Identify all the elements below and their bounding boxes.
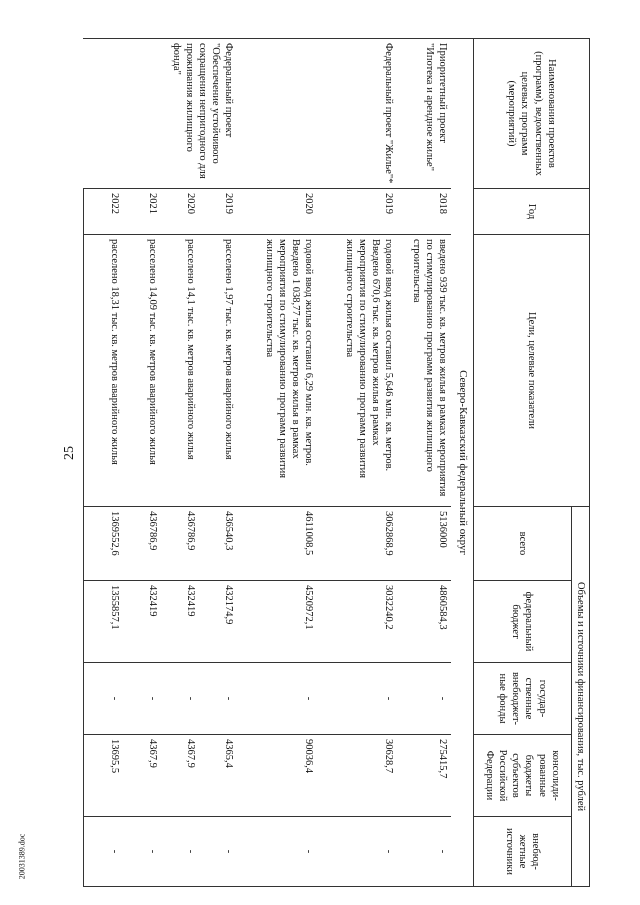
value-extra: - [317,817,397,887]
value-extra: - [123,817,161,887]
value-federal: 4860584,3 [397,581,451,663]
header-total: всего [473,507,571,581]
row-year: 2020 [237,189,317,235]
row-year: 2019 [317,189,397,235]
row-goal: расселено 1,97 тыс. кв. метров аварийного жилья [199,235,237,507]
project-name: Федеральный проект "Жилье"* [317,39,397,189]
value-state-funds: - [199,663,237,735]
value-state-funds: - [397,663,451,735]
value-regional: 30628,7 [317,735,397,817]
footer-filename: 20031389.doc [17,833,27,880]
value-state-funds: - [83,663,123,735]
row-year: 2019 [199,189,237,235]
table-row [397,39,451,887]
table-row [199,39,237,887]
value-regional: 4365,4 [199,735,237,817]
value-total: 436786,9 [123,507,161,581]
header-regional: консолиди-рованные бюджеты субъектов Российской Федерации [473,735,571,817]
section-title: Северо-Кавказский федеральный округ [451,39,473,887]
row-year: 2022 [83,189,123,235]
value-federal: 4520972,1 [237,581,317,663]
value-regional: 4367,9 [161,735,199,817]
row-goal: введено 939 тыс. кв. метров жилья в рамках мероприятия по стимулированию программ развития жилищного строительства [397,235,451,507]
header-federal: федеральный бюджет [473,581,571,663]
header-extra: внебюд-жетные источники [473,817,571,887]
value-federal: 432419 [123,581,161,663]
row-goal: расселено 18,31 тыс. кв. метров аварийного жилья [83,235,123,507]
header-goals: Цели, целевые показатели [473,235,589,507]
row-goal: годовой ввод жилья составил 5,646 млн. кв. метров. Введено 670,6 тыс. кв. метров жилья в рамках мероприятия по стимулированию программ развития жилищного строительства [317,235,397,507]
value-regional: 13695,5 [83,735,123,817]
value-state-funds: - [237,663,317,735]
value-state-funds: - [123,663,161,735]
value-federal: 3032240,2 [317,581,397,663]
value-extra: - [199,817,237,887]
table-row [317,39,397,887]
header-state-funds: государ-ственные внебюджет-ные фонды [473,663,571,735]
funding-table [83,38,590,887]
header-year: Год [473,189,589,235]
value-total: 436786,9 [161,507,199,581]
row-year: 2020 [161,189,199,235]
value-federal: 432419 [161,581,199,663]
project-name [237,39,317,189]
value-regional: 275415,7 [397,735,451,817]
value-total: 4611008,5 [237,507,317,581]
header-funding-group: Объемы и источники финансирования, тыс. рублей [571,507,589,887]
value-extra: - [161,817,199,887]
row-goal: годовой ввод жилья составил 6,29 млн. кв. метров. Введено 1 038,77 тыс. кв. метров жилья в рамках мероприятия по стимулированию программ развития жилищного строительства [237,235,317,507]
row-goal: расселено 14,1 тыс. кв. метров аварийного жилья [161,235,199,507]
value-extra: - [237,817,317,887]
page-number: 25 [62,446,77,460]
row-goal: расселено 14,09 тыс. кв. метров аварийного жилья [123,235,161,507]
row-year: 2018 [397,189,451,235]
value-federal: 432174,9 [199,581,237,663]
value-total: 436540,3 [199,507,237,581]
value-state-funds: - [161,663,199,735]
project-name: Федеральный проект "Обеспечение устойчивого сокращения непригодного для проживания жилищного фонда" [83,39,237,189]
value-regional: 90036,4 [237,735,317,817]
value-regional: 4367,9 [123,735,161,817]
rotated-table-container [60,38,590,886]
project-name: Приоритетный проект "Ипотека и арендное жилье" [397,39,451,189]
table-row [237,39,317,887]
row-year: 2021 [123,189,161,235]
value-extra: - [397,817,451,887]
value-total: 5136000 [397,507,451,581]
value-extra: - [83,817,123,887]
value-total: 3062868,9 [317,507,397,581]
value-total: 1369552,6 [83,507,123,581]
value-federal: 1355857,1 [83,581,123,663]
value-state-funds: - [317,663,397,735]
header-name: Наименования проектов (программ), ведомственных целевых программ (мероприятий) [473,39,589,189]
